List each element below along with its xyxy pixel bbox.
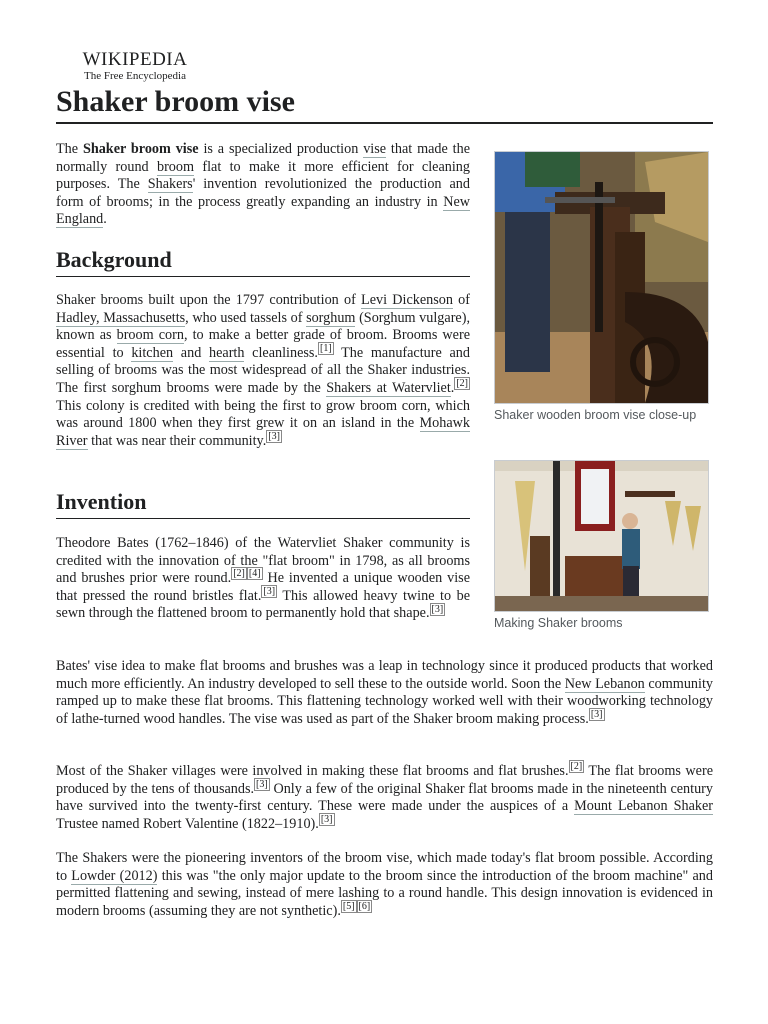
link-levi-dickenson[interactable]: Levi Dickenson [361,292,453,308]
reference-link[interactable]: [3] [320,814,333,826]
link-lowder-2012[interactable]: Lowder (2012) [71,867,158,884]
page-title: Shaker broom vise [56,84,713,124]
reference-link[interactable]: [3] [256,778,268,790]
link-sorghum[interactable]: sorghum [306,309,356,326]
text: The Shakers were the pioneering inventors of the broom vise, which made today's flat broom possible. According to [56,850,713,884]
invention-paragraph-2 [56,658,713,728]
text: that was near their community. [87,432,267,449]
wikipedia-logo[interactable] [76,50,194,83]
text: , to make a better grade of broom. Brooms were essential to [56,327,470,361]
text: Trustee named Robert Valentine (1822–1910). [56,815,319,832]
text: He invented a unique wooden vise that pressed the round bristles flat. [56,570,470,604]
reference-link[interactable]: [1] [319,343,332,355]
text: flat to make it more efficient for cleaning purposes. The [56,158,470,193]
bold-term: Shaker broom vise [82,141,199,157]
text: Shaker brooms built upon the 1797 contribution of [56,292,362,308]
text: and [173,344,210,361]
text: is a specialized production [198,141,364,157]
background-paragraph [56,292,470,450]
link-shakers[interactable]: Shakers [147,176,193,193]
link-broom[interactable]: broom [156,158,195,175]
reference-link[interactable]: [2] [456,378,468,390]
reference-link[interactable]: [3] [431,603,444,615]
text: The manufacture and selling of brooms was the most widespread of all the Shaker industries. The first sorghum brooms were made by the [56,344,470,396]
figure-making-brooms [494,460,709,630]
text: Most of the Shaker villages were involved in making these flat brooms and flat brushes. [56,763,569,779]
reference-link[interactable]: [6] [358,901,371,913]
figure-caption: Making Shaker brooms [494,616,623,630]
reference-link[interactable]: [2] [233,568,245,580]
text: (Sorghum vulgare), known as [56,309,470,344]
text: , who used tassels of [185,309,307,326]
link-vise[interactable]: vise [363,141,387,157]
text: that made the normally round [56,141,470,175]
reference-link[interactable]: [5] [342,901,355,913]
text: The flat brooms were produced by the tens of thousands. [56,763,713,797]
text: of [452,292,470,308]
reference-link[interactable]: [3] [590,709,603,721]
reference-link[interactable]: [2] [570,761,583,773]
invention-paragraph-3 [56,763,713,833]
text: cleanliness. [244,344,318,361]
intro-paragraph [56,141,470,229]
reference-link[interactable]: [3] [263,586,276,598]
text: The [56,141,83,157]
link-kitchen[interactable]: kitchen [131,344,174,361]
reference-link[interactable]: [3] [268,431,280,443]
invention-paragraph-4 [56,850,713,920]
text: community ramped up to make these flat brooms. This flattening technology worked well with their woodworking technology of lathe-turned wood handles. The vise was used as part of the Shaker broom making process. [56,675,713,727]
text: . [103,211,107,228]
heading-invention: Invention [56,488,470,519]
link-mohawk-river[interactable]: Mohawk River [56,415,470,449]
figure-caption: Shaker wooden broom vise close-up [494,408,697,422]
invention-paragraph-1 [56,535,470,623]
text: This allowed heavy twine to be sewn through the flattened broom to permanently hold that shape. [56,587,470,622]
link-hadley[interactable]: Hadley, Massachusetts [56,309,186,326]
making-brooms-photo[interactable] [494,460,709,612]
link-shakers-watervliet[interactable]: Shakers at Watervliet [326,379,451,396]
text: This colony is credited with being the first to grow broom corn, which was around 1800 when they first grew it on an island in the [56,397,470,432]
link-broom-corn[interactable]: broom corn [116,327,184,344]
link-mount-lebanon-shaker[interactable]: Mount Lebanon Shaker [574,798,713,815]
reference-link[interactable]: [4] [248,568,261,580]
heading-background: Background [56,246,470,277]
text: Theodore Bates (1762–1846) of the Watervliet Shaker community is credited with the innovation of the "flat broom" in 1798, as all brooms and brushes prior were round. [56,535,470,587]
logo-wordmark: WIKIPEDIA [82,49,188,70]
text: Only a few of the original Shaker flat brooms made in the nineteenth century have survived into the twenty-first century. These were made under the auspices of a [56,780,713,815]
link-hearth[interactable]: hearth [209,344,245,361]
text: . [450,379,455,396]
logo-tagline: The Free Encyclopedia [83,70,186,82]
link-new-england[interactable]: New England [56,193,470,228]
link-new-lebanon[interactable]: New Lebanon [564,675,645,692]
broom-vise-photo[interactable] [494,151,709,404]
text: ' invention revolutionized the production and form of brooms; in the process greatly expanding an industry in [56,176,470,210]
text: Bates' vise idea to make flat brooms and brushes was a leap in technology since it produced products that worked much more efficiently. An industry developed to sell these to the outside world. Soon the [56,658,713,692]
figure-broom-vise [494,151,709,422]
text: this was "the only major update to the broom since the introduction of the broom machine" and permitted flattening and sewing, instead of mere lashing to a round handle. This design innovation is evidenced in modern brooms (assuming they are not synthetic). [56,867,713,919]
